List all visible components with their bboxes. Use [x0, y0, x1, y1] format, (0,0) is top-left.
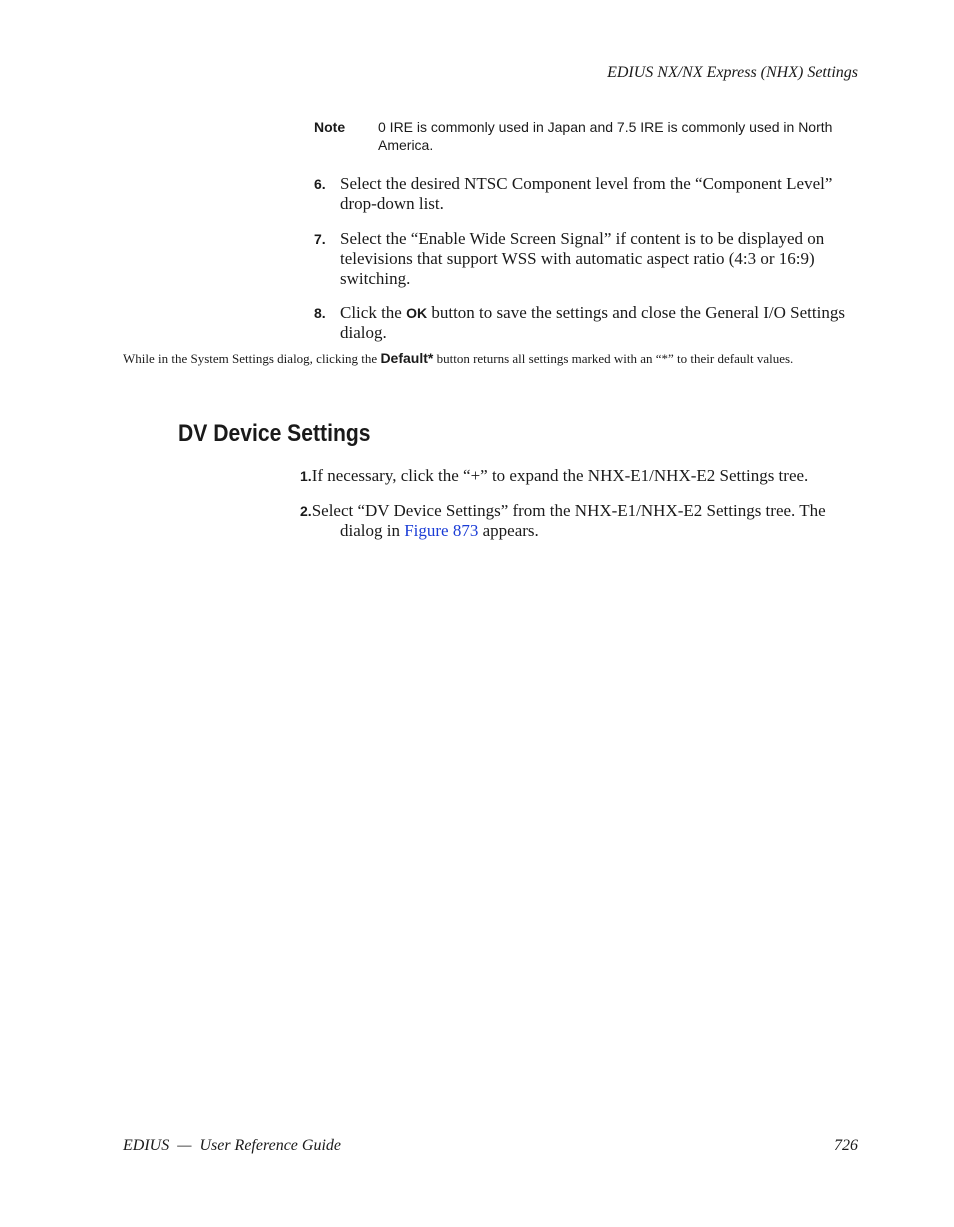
step-text-after: appears.: [478, 521, 539, 540]
default-button-label: Default*: [380, 350, 434, 366]
page-number: 726: [834, 1137, 858, 1154]
step-number: 6.: [314, 176, 326, 192]
step-text: Select the desired NTSC Component level from the “Component Level” drop-down list.: [340, 174, 833, 213]
step-text: Select the “Enable Wide Screen Signal” if content is to be displayed on televisions that support WSS with automatic aspect ratio (4:3 or 16:9) switching.: [340, 229, 825, 288]
step-7: [314, 229, 859, 289]
running-footer: EDIUS — User Reference Guide: [123, 1137, 342, 1154]
step-1: [300, 466, 860, 486]
step-text-after: button to save the settings and close the General I/O Settings dialog.: [340, 303, 845, 342]
step-number: 2.: [300, 503, 312, 519]
step-text-cont-before: dialog in: [340, 521, 405, 540]
step-number: 8.: [314, 305, 326, 321]
note-text: 0 IRE is commonly used in Japan and 7.5 IRE is commonly used in North America.: [378, 119, 833, 153]
step-8: [314, 303, 859, 343]
note-label: Note: [314, 119, 346, 135]
step-2: [300, 501, 860, 541]
running-header: EDIUS NX/NX Express (NHX) Settings: [607, 64, 858, 81]
step-text-before: Click the: [340, 303, 407, 322]
step-text: If necessary, click the “+” to expand the NHX-E1/NHX-E2 Settings tree.: [311, 466, 809, 485]
section-title: DV Device Settings: [178, 420, 371, 447]
step-number: 1.: [300, 468, 312, 484]
step-6: [314, 174, 859, 214]
default-button-note: [123, 352, 853, 365]
step-number: 7.: [314, 231, 326, 247]
note-block: [314, 118, 834, 154]
ok-button-label: OK: [406, 305, 428, 321]
step-text: [340, 303, 859, 343]
step-text: Select “DV Device Settings” from the NHX-E1/NHX-E2 Settings tree. The: [311, 501, 826, 520]
figure-link[interactable]: Figure 873: [404, 521, 479, 540]
default-note-before: While in the System Settings dialog, clicking the: [123, 351, 381, 366]
default-note-after: button returns all settings marked with an “*” to their default values.: [433, 351, 794, 366]
step-text-continued: [340, 521, 860, 541]
